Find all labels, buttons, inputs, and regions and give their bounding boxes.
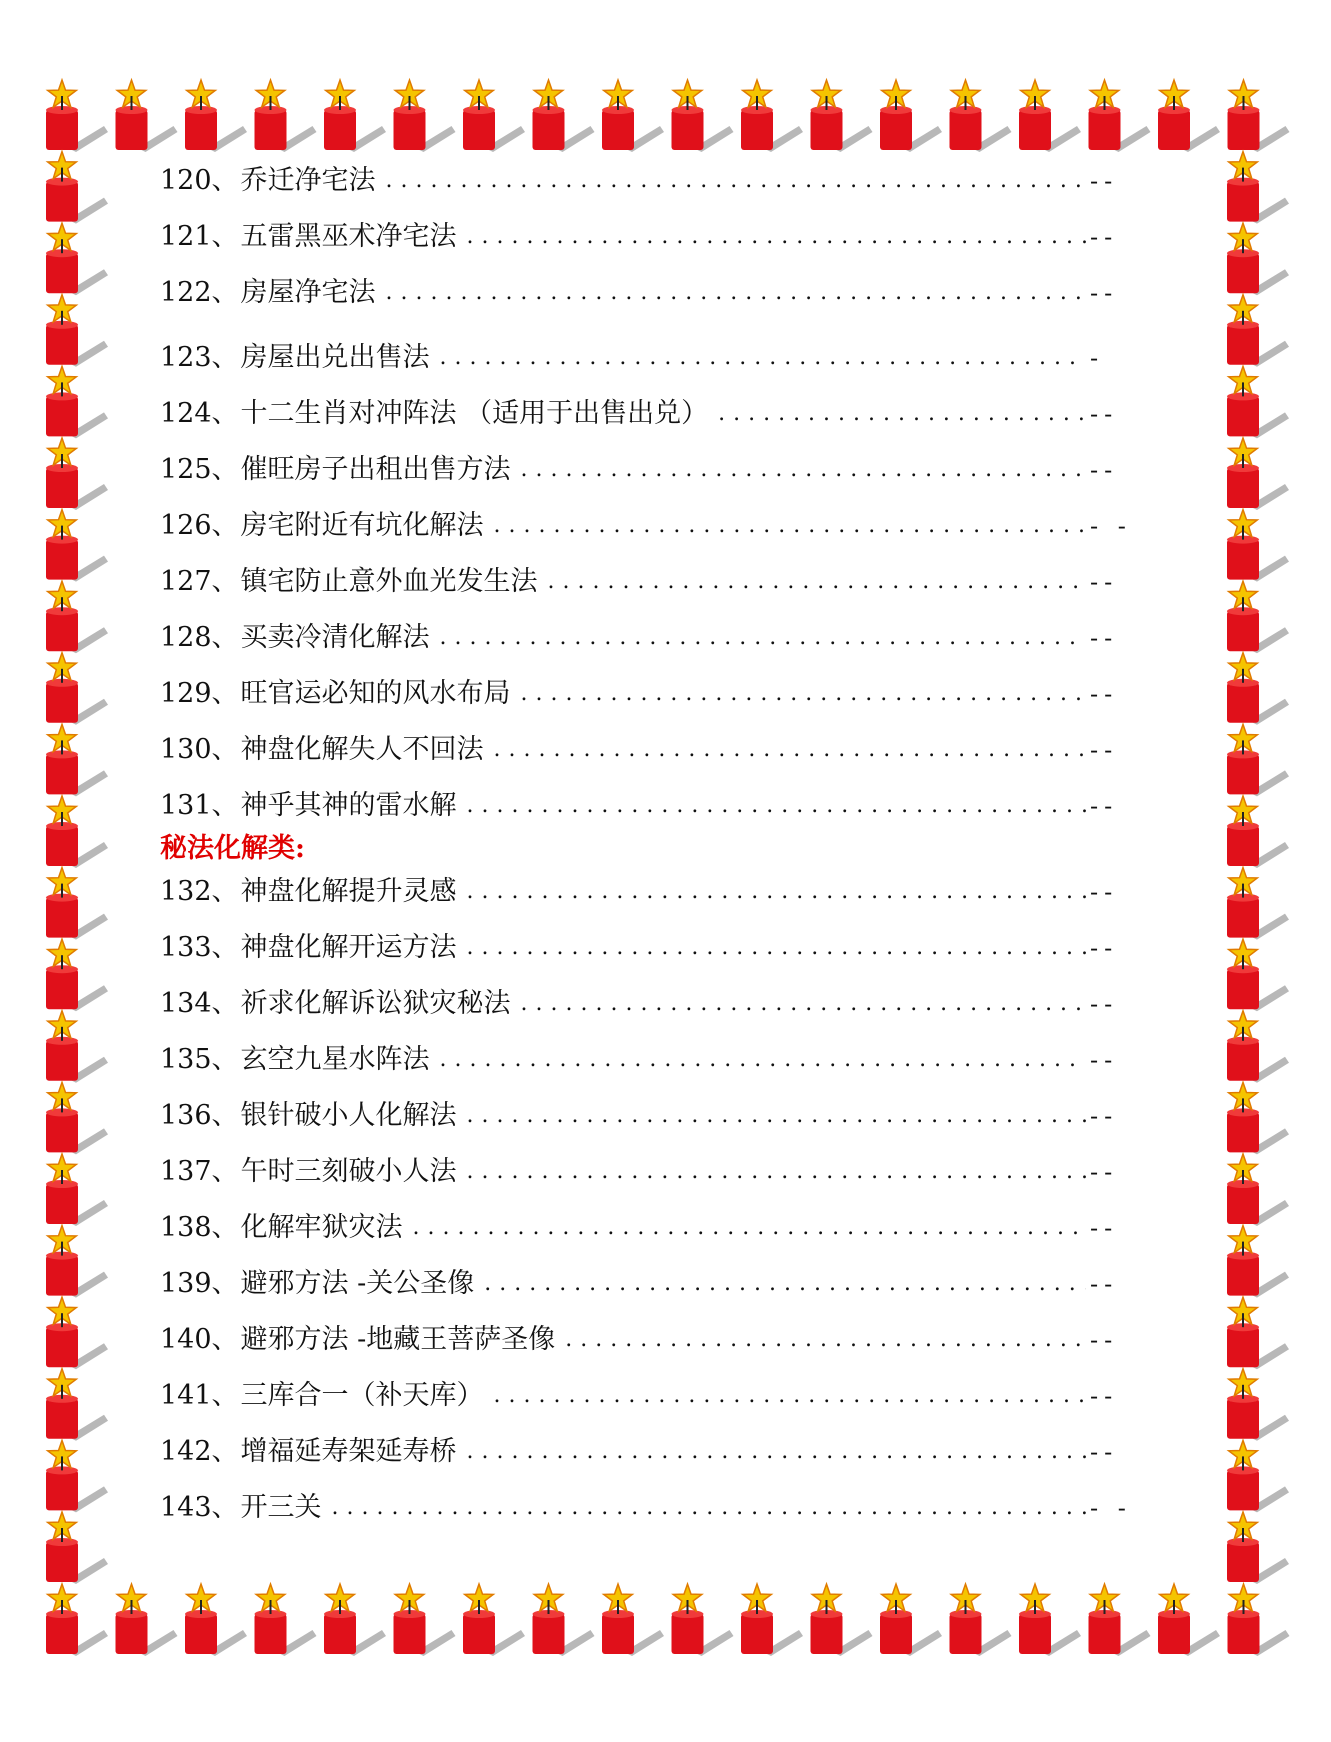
toc-entry-number: 123 (160, 342, 212, 373)
toc-entry-page-marker: -- (1090, 792, 1119, 820)
candle-icon (1158, 80, 1220, 152)
toc-entry-title: 午时三刻破小人法 (240, 1156, 457, 1187)
toc-entry-page-marker: -- (1090, 1326, 1119, 1354)
candle-icon (46, 223, 108, 295)
candle-icon (533, 80, 595, 152)
candle-icon (463, 1584, 525, 1656)
toc-entry-page-marker: - - (1090, 512, 1132, 540)
candle-icon (880, 1584, 942, 1656)
toc-list-b (160, 869, 1140, 1523)
toc-entry-separator: 、 (211, 1044, 239, 1075)
candle-icon (1228, 80, 1290, 152)
toc-entry (160, 869, 1140, 907)
toc-entry-number: 122 (160, 277, 212, 308)
candle-icon (46, 1082, 108, 1154)
candle-icon (1227, 223, 1289, 295)
candle-icon (1227, 653, 1289, 725)
candle-icon (46, 1584, 108, 1656)
toc-entry (160, 559, 1140, 597)
candle-icon (1228, 1584, 1290, 1656)
candle-icon (46, 510, 108, 582)
toc-entry-title: 镇宅防止意外血光发生法 (240, 566, 538, 597)
toc-entry-number: 128 (160, 622, 212, 653)
toc-entry (160, 671, 1140, 709)
toc-entry-number: 141 (160, 1380, 212, 1411)
toc-entry (160, 335, 1140, 373)
candle-icon (46, 1297, 108, 1369)
candle-icon (255, 80, 317, 152)
toc-entry (160, 1485, 1140, 1523)
toc-entry-title: 十二生肖对冲阵法 （适用于出售出兑） (240, 398, 709, 429)
candle-icon (1019, 80, 1081, 152)
toc-entry-number: 138 (160, 1212, 212, 1243)
toc-entry-page-marker: -- (1090, 1102, 1119, 1130)
toc-entry (160, 158, 1140, 196)
toc-entry-separator: 、 (211, 1268, 239, 1299)
toc-entry-number: 120 (160, 165, 212, 196)
candle-icon (116, 80, 178, 152)
dot-leader (494, 513, 1086, 538)
candle-icon (46, 1512, 108, 1584)
toc-entry-title: 增福延寿架延寿桥 (240, 1436, 457, 1467)
toc-entry-page-marker: -- (1090, 1270, 1119, 1298)
toc-entry-number: 140 (160, 1324, 212, 1355)
toc-entry-number: 130 (160, 734, 212, 765)
toc-entry (160, 447, 1140, 485)
dot-leader (494, 1383, 1086, 1408)
toc-entry-title: 三库合一（补天库） (240, 1380, 484, 1411)
toc-entry-title: 神盘化解开运方法 (240, 932, 457, 963)
candle-icon (1158, 1584, 1220, 1656)
dot-leader (718, 401, 1086, 426)
toc-entry-title: 避邪方法 -地藏王菩萨圣像 (240, 1324, 556, 1355)
candle-icon (1227, 1226, 1289, 1298)
candle-icon (1089, 80, 1151, 152)
toc-entry-page-marker: -- (1090, 1438, 1119, 1466)
toc-entry-number: 126 (160, 510, 212, 541)
candle-icon (1227, 1369, 1289, 1441)
table-of-contents (160, 158, 1140, 1523)
toc-entry-separator: 、 (211, 277, 239, 308)
candle-icon (46, 939, 108, 1011)
toc-entry-separator: 、 (211, 1212, 239, 1243)
candle-icon (463, 80, 525, 152)
toc-entry-title: 房屋出兑出售法 (240, 342, 430, 373)
candle-icon (533, 1584, 595, 1656)
candle-icon (672, 1584, 734, 1656)
toc-entry-number: 127 (160, 566, 212, 597)
toc-entry-separator: 、 (211, 1156, 239, 1187)
candle-icon (1227, 1082, 1289, 1154)
candle-icon (1227, 1154, 1289, 1226)
candle-icon (324, 80, 386, 152)
candle-icon (185, 1584, 247, 1656)
toc-entry-title: 神乎其神的雷水解 (240, 790, 457, 821)
toc-entry-separator: 、 (211, 1324, 239, 1355)
candle-icon (394, 1584, 456, 1656)
candle-icon (602, 80, 664, 152)
candle-icon (1227, 939, 1289, 1011)
dot-leader (467, 1159, 1086, 1184)
toc-entry-separator: 、 (211, 398, 239, 429)
toc-entry-title: 旺官运必知的风水布局 (240, 678, 511, 709)
candle-icon (46, 1369, 108, 1441)
toc-entry-title: 开三关 (240, 1492, 322, 1523)
candle-icon (1227, 295, 1289, 367)
toc-entry-number: 134 (160, 988, 212, 1019)
toc-entry-separator: 、 (211, 1380, 239, 1411)
toc-entry (160, 214, 1140, 252)
toc-entry (160, 615, 1140, 653)
candle-icon (46, 1440, 108, 1512)
toc-entry-page-marker: - (1090, 344, 1105, 372)
candle-icon (46, 581, 108, 653)
toc-entry-number: 136 (160, 1100, 212, 1131)
toc-entry-separator: 、 (211, 678, 239, 709)
dot-leader (386, 168, 1086, 193)
toc-entry-number: 143 (160, 1492, 212, 1523)
toc-entry (160, 783, 1140, 821)
candle-icon (46, 152, 108, 224)
toc-entry-separator: 、 (211, 221, 239, 252)
toc-entry-number: 124 (160, 398, 212, 429)
toc-entry-page-marker: -- (1090, 568, 1119, 596)
candle-icon (1089, 1584, 1151, 1656)
toc-entry-separator: 、 (211, 454, 239, 485)
dot-leader (440, 625, 1086, 650)
toc-entry-separator: 、 (211, 988, 239, 1019)
dot-leader (494, 737, 1086, 762)
candle-icon (672, 80, 734, 152)
toc-entry-title: 神盘化解提升灵感 (240, 876, 457, 907)
candle-icon (116, 1584, 178, 1656)
toc-entry-number: 142 (160, 1436, 212, 1467)
candle-icon (46, 366, 108, 438)
toc-entry-page-marker: -- (1090, 1214, 1119, 1242)
dot-leader (467, 935, 1086, 960)
toc-entry-number: 139 (160, 1268, 212, 1299)
toc-entry (160, 503, 1140, 541)
candle-icon (185, 80, 247, 152)
toc-entry-number: 125 (160, 454, 212, 485)
toc-entry-title: 房宅附近有坑化解法 (240, 510, 484, 541)
toc-entry (160, 1093, 1140, 1131)
candle-icon (1227, 510, 1289, 582)
toc-entry-page-marker: -- (1090, 167, 1119, 195)
toc-entry-separator: 、 (211, 165, 239, 196)
candle-icon (1227, 1512, 1289, 1584)
toc-entry-page-marker: -- (1090, 934, 1119, 962)
toc-entry-separator: 、 (211, 790, 239, 821)
candle-icon (46, 868, 108, 940)
toc-entry-page-marker: -- (1090, 1046, 1119, 1074)
toc-entry-title: 乔迁净宅法 (240, 165, 376, 196)
candle-icon (1019, 1584, 1081, 1656)
candle-icon (1227, 796, 1289, 868)
toc-entry-page-marker: -- (1090, 456, 1119, 484)
candle-icon (255, 1584, 317, 1656)
candle-icon (1227, 1011, 1289, 1083)
toc-entry-page-marker: -- (1090, 223, 1119, 251)
candle-icon (1227, 1440, 1289, 1512)
toc-entry (160, 270, 1140, 308)
toc-entry-page-marker: -- (1090, 990, 1119, 1018)
candle-icon (46, 796, 108, 868)
candle-icon (46, 1154, 108, 1226)
candle-icon (880, 80, 942, 152)
toc-entry-number: 129 (160, 678, 212, 709)
toc-entry (160, 981, 1140, 1019)
toc-entry-title: 催旺房子出租出售方法 (240, 454, 511, 485)
dot-leader (521, 457, 1086, 482)
dot-leader (467, 1103, 1086, 1128)
candle-icon (1227, 868, 1289, 940)
toc-entry (160, 727, 1140, 765)
toc-entry (160, 391, 1140, 429)
candle-icon (1227, 438, 1289, 510)
toc-entry-separator: 、 (211, 342, 239, 373)
toc-entry-number: 133 (160, 932, 212, 963)
toc-entry-separator: 、 (211, 622, 239, 653)
toc-entry-number: 132 (160, 876, 212, 907)
toc-entry (160, 1149, 1140, 1187)
candle-icon (950, 1584, 1012, 1656)
toc-entry (160, 1317, 1140, 1355)
dot-leader (484, 1271, 1086, 1296)
toc-entry (160, 925, 1140, 963)
dot-leader (386, 280, 1086, 305)
candle-icon (811, 80, 873, 152)
dot-leader (521, 681, 1086, 706)
dot-leader (332, 1495, 1086, 1520)
candle-icon (394, 80, 456, 152)
toc-entry-page-marker: -- (1090, 624, 1119, 652)
toc-entry-number: 135 (160, 1044, 212, 1075)
toc-entry-number: 121 (160, 221, 212, 252)
candle-icon (1227, 152, 1289, 224)
toc-entry-title: 神盘化解失人不回法 (240, 734, 484, 765)
candle-icon (1227, 724, 1289, 796)
toc-entry-title: 避邪方法 -关公圣像 (240, 1268, 475, 1299)
toc-entry-page-marker: -- (1090, 878, 1119, 906)
candle-icon (1227, 1297, 1289, 1369)
dot-leader (521, 991, 1086, 1016)
dot-leader (467, 224, 1086, 249)
toc-entry-page-marker: - - (1090, 1494, 1132, 1522)
toc-entry-title: 祈求化解诉讼狱灾秘法 (240, 988, 511, 1019)
toc-entry-page-marker: -- (1090, 1158, 1119, 1186)
toc-entry-page-marker: -- (1090, 1382, 1119, 1410)
toc-entry-title: 玄空九星水阵法 (240, 1044, 430, 1075)
toc-entry (160, 1429, 1140, 1467)
toc-entry-page-marker: -- (1090, 680, 1119, 708)
toc-entry-separator: 、 (211, 876, 239, 907)
toc-entry-separator: 、 (211, 566, 239, 597)
dot-leader (467, 879, 1086, 904)
toc-entry-separator: 、 (211, 734, 239, 765)
toc-entry-number: 137 (160, 1156, 212, 1187)
toc-entry (160, 1205, 1140, 1243)
section-heading: 秘法化解类: (160, 832, 305, 864)
candle-icon (46, 438, 108, 510)
dot-leader (467, 1439, 1086, 1464)
toc-entry-separator: 、 (211, 932, 239, 963)
toc-entry-page-marker: -- (1090, 400, 1119, 428)
toc-entry-page-marker: -- (1090, 279, 1119, 307)
toc-entry-separator: 、 (211, 510, 239, 541)
candle-icon (46, 653, 108, 725)
toc-list-a (160, 158, 1140, 821)
toc-entry-title: 买卖冷清化解法 (240, 622, 430, 653)
candle-icon (46, 295, 108, 367)
candle-icon (811, 1584, 873, 1656)
candle-icon (46, 1011, 108, 1083)
candle-icon (741, 80, 803, 152)
toc-entry-separator: 、 (211, 1100, 239, 1131)
candle-icon (1227, 581, 1289, 653)
candle-icon (46, 724, 108, 796)
toc-entry-separator: 、 (211, 1492, 239, 1523)
dot-leader (467, 793, 1086, 818)
candle-icon (1227, 366, 1289, 438)
toc-entry (160, 1261, 1140, 1299)
toc-entry-page-marker: -- (1090, 736, 1119, 764)
candle-icon (602, 1584, 664, 1656)
dot-leader (548, 569, 1086, 594)
dot-leader (565, 1327, 1086, 1352)
toc-entry (160, 1373, 1140, 1411)
dot-leader (440, 345, 1086, 370)
candle-icon (46, 1226, 108, 1298)
toc-entry-title: 化解牢狱灾法 (240, 1212, 403, 1243)
dot-leader (440, 1047, 1086, 1072)
candle-icon (46, 80, 108, 152)
candle-icon (741, 1584, 803, 1656)
toc-entry-separator: 、 (211, 1436, 239, 1467)
dot-leader (413, 1215, 1086, 1240)
toc-entry-number: 131 (160, 790, 212, 821)
toc-entry (160, 1037, 1140, 1075)
toc-entry-title: 房屋净宅法 (240, 277, 376, 308)
candle-icon (324, 1584, 386, 1656)
candle-icon (950, 80, 1012, 152)
toc-entry-title: 银针破小人化解法 (240, 1100, 457, 1131)
toc-entry-title: 五雷黑巫术净宅法 (240, 221, 457, 252)
